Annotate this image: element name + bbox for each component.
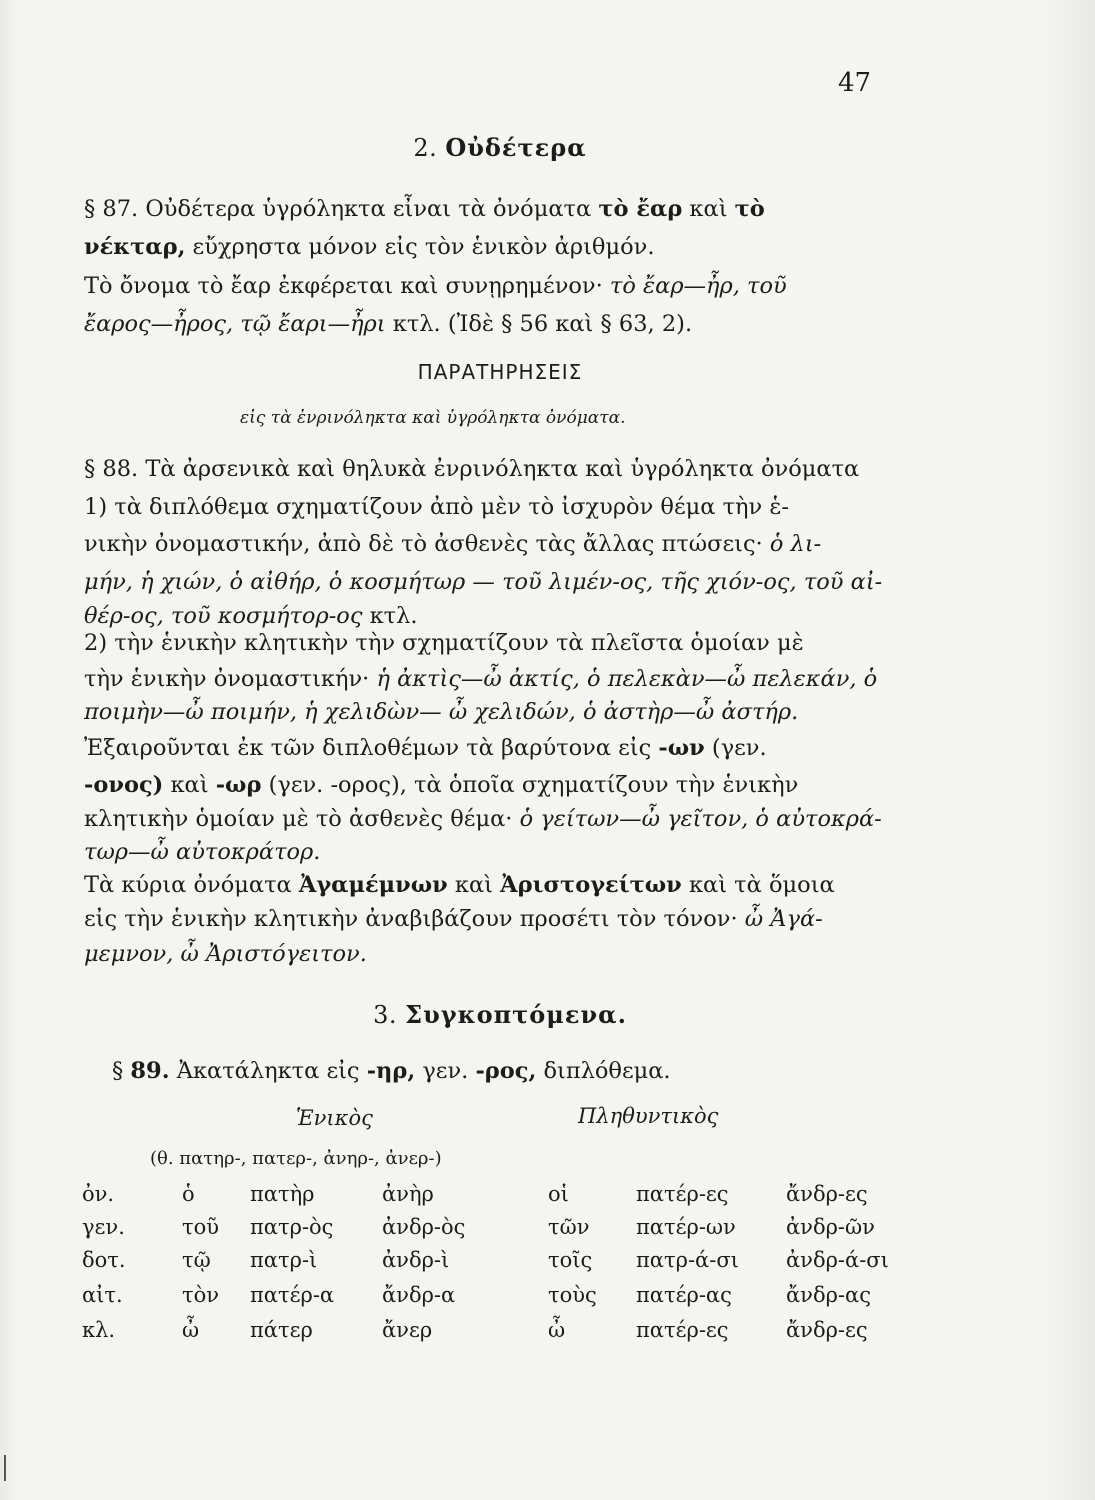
pater-plural: πατέρ-ες [636, 1318, 729, 1342]
singular-header: Ἑνικὸς [296, 1106, 373, 1130]
para-89-number: 89. [130, 1058, 170, 1084]
stems-note: (θ. πατηρ-, πατερ-, ἀνηρ-, ἀνερ-) [150, 1148, 442, 1169]
para-88-line-2: 1) τὰ διπλόθεμα σχηματίζουν ἀπὸ μὲν τὸ ἰσχυρὸν θέμα τὴν ἑ- [84, 494, 790, 520]
term-to-ear: τὸ ἔαρ [598, 196, 683, 222]
para-88-text: κλητικὴν ὁμοίαν μὲ τὸ ἀσθενὲς θέμα· [84, 806, 520, 832]
suffix-er: -ηρ, [366, 1058, 416, 1084]
case-label: ὀν. [82, 1182, 115, 1206]
para-89-text: § [112, 1058, 131, 1084]
article-plural: τοὺς [548, 1283, 597, 1307]
article-plural: ὦ [548, 1318, 566, 1342]
suffix-ros: -ρος, [475, 1058, 537, 1084]
section-3-heading [0, 1000, 1000, 1029]
para-87-example: τὸ ἔαρ—ἦρ, τοῦ [609, 273, 787, 299]
article-singular: τὸν [182, 1283, 220, 1307]
para-88-text: (γεν. [704, 735, 767, 761]
aner-singular: ἄνδρ-α [382, 1283, 456, 1307]
section-2-number: 2. [413, 134, 438, 162]
aner-singular: ἀνὴρ [382, 1182, 434, 1206]
pater-singular: πάτερ [250, 1318, 313, 1342]
remarks-caption: εἰς τὰ ἐνρινόληκτα καὶ ὑγρόληκτα ὀνόματα. [240, 408, 626, 428]
para-88-text: τὴν ἑνικὴν ὀνομαστικήν· [84, 666, 377, 692]
aner-singular: ἄνερ [382, 1318, 433, 1342]
margin-mark [4, 1455, 6, 1481]
pater-plural: πατέρ-ες [636, 1182, 729, 1206]
para-88-line-9 [84, 735, 910, 762]
section-3-number: 3. [373, 1001, 397, 1029]
case-label: αἰτ. [82, 1283, 123, 1307]
para-87-line-4 [84, 311, 910, 338]
pater-plural: πατέρ-ας [636, 1283, 732, 1307]
section-2-title: Οὐδέτερα [445, 133, 587, 162]
para-88-example: ὁ γείτων—ὦ γεῖτον, ὁ αὐτοκρά- [519, 806, 882, 832]
article-plural: τῶν [548, 1215, 590, 1239]
para-87-line-1 [84, 196, 910, 223]
para-88-example: ὁ λι- [769, 531, 822, 557]
para-88-text: Τὰ κύρια ὀνόματα [84, 872, 299, 898]
para-87-text: § 87. Οὐδέτερα ὑγρόληκτα εἶναι τὰ ὀνόματα [84, 196, 599, 222]
para-89-text: γεν. [415, 1058, 476, 1084]
para-89-line [112, 1058, 938, 1085]
plural-header: Πληθυντικὸς [578, 1104, 719, 1128]
case-label: γεν. [82, 1215, 125, 1239]
para-88-line-14 [84, 906, 910, 933]
para-87-text: Τὸ ὄνομα τὸ ἔαρ ἐκφέρεται καὶ συνῃρημένον· [84, 273, 610, 299]
para-88-line-11 [84, 806, 910, 833]
para-88-line-8: ποιμὴν—ὦ ποιμήν, ἡ χελιδὼν— ὦ χελιδών, ὁ ἀστὴρ—ὦ ἀστήρ. [84, 699, 799, 725]
para-87-line-2 [84, 234, 910, 261]
aner-plural: ἀνδρ-ά-σι [786, 1248, 889, 1272]
para-88-text: Ἐξαιροῦνται ἐκ τῶν διπλοθέμων τὰ βαρύτονα εἰς [84, 735, 659, 761]
para-87-example: ἔαρος—ἦρος, τῷ ἔαρι—ἦρι [84, 311, 386, 337]
para-88-line-15: μεμνον, ὦ Ἀριστόγειτον. [84, 941, 367, 967]
pater-plural: πατρ-ά-σι [636, 1248, 739, 1272]
para-88-text: νικὴν ὀνομαστικήν, ἀπὸ δὲ τὸ ἀσθενὲς τὰς ἄλλας πτώσεις· [84, 531, 770, 557]
para-89-text: διπλόθεμα. [536, 1058, 671, 1084]
para-88-text: καὶ [447, 872, 501, 898]
para-88-text: καὶ [163, 772, 216, 798]
pater-singular: πατέρ-α [250, 1283, 335, 1307]
term-to: τὸ [734, 196, 765, 222]
suffix-onos: -ονος) [84, 772, 164, 798]
term-nektar: νέκταρ, [84, 234, 186, 260]
para-88-line-6: 2) τὴν ἑνικὴν κλητικὴν τὴν σχηματίζουν τὰ πλεῖστα ὁμοίαν μὲ [84, 630, 804, 656]
pater-singular: πατὴρ [250, 1182, 315, 1206]
article-singular: ὦ [182, 1318, 200, 1342]
article-plural: τοῖς [548, 1248, 593, 1272]
pater-singular: πατρ-ὸς [250, 1215, 334, 1239]
suffix-or: -ωρ [215, 772, 262, 798]
article-singular: τοῦ [182, 1215, 220, 1239]
para-88-example: θέρ-ος, τοῦ κοσμήτορ-ος [84, 603, 363, 629]
para-88-text: (γεν. -ορος), τὰ ὁποῖα σχηματίζουν τὴν ἑνικὴν [261, 772, 799, 798]
section-2-heading [0, 133, 1000, 162]
section-3-title: Συγκοπτόμενα. [405, 1000, 627, 1029]
para-88-text: κτλ. [362, 603, 418, 629]
name-agamemnon: Ἀγαμέμνων [298, 872, 448, 898]
case-label: κλ. [82, 1318, 116, 1342]
para-88-line-1: § 88. Τὰ ἀρσενικὰ καὶ θηλυκὰ ἐνρινόληκτα καὶ ὑγρόληκτα ὀνόματα [84, 456, 860, 482]
para-88-line-4: μήν, ἡ χιών, ὁ αἰθήρ, ὁ κοσμήτωρ — τοῦ λιμέν-ος, τῆς χιόν-ος, τοῦ αἰ- [84, 569, 883, 595]
aner-singular: ἀνδρ-ὸς [382, 1215, 466, 1239]
page-number: 47 [838, 68, 872, 98]
para-87-text: καὶ [682, 196, 735, 222]
para-88-line-7 [84, 666, 910, 693]
article-singular: ὁ [182, 1182, 195, 1206]
para-88-line-12: τωρ—ὦ αὐτοκράτορ. [84, 839, 321, 865]
aner-singular: ἀνδρ-ὶ [382, 1248, 450, 1272]
para-87-line-3 [84, 273, 910, 300]
para-89-text: Ἀκατάληκτα εἰς [169, 1058, 367, 1084]
para-88-line-5 [84, 603, 910, 630]
para-87-text: κτλ. (Ἰδὲ § 56 καὶ § 63, 2). [385, 311, 693, 337]
para-87-text: εὔχρηστα μόνον εἰς τὸν ἑνικὸν ἀριθμόν. [185, 234, 655, 260]
article-singular: τῷ [182, 1248, 211, 1272]
aner-plural: ἄνδρ-ας [786, 1283, 871, 1307]
aner-plural: ἄνδρ-ες [786, 1318, 868, 1342]
para-88-line-10 [84, 772, 910, 799]
para-88-example: ὦ Ἀγά- [744, 906, 823, 932]
pater-singular: πατρ-ὶ [250, 1248, 318, 1272]
para-88-line-13 [84, 872, 910, 899]
para-88-text: καὶ τὰ ὅμοια [681, 872, 835, 898]
case-label: δοτ. [82, 1248, 126, 1272]
para-88-example: ἡ ἀκτὶς—ὦ ἀκτίς, ὁ πελεκὰν—ὦ πελεκάν, ὁ [376, 666, 878, 692]
para-88-text: εἰς τὴν ἑνικὴν κλητικὴν ἀναβιβάζουν προσέτι τὸν τόνον· [84, 906, 745, 932]
aner-plural: ἀνδρ-ῶν [786, 1215, 875, 1239]
para-88-line-3 [84, 531, 910, 558]
aner-plural: ἄνδρ-ες [786, 1182, 868, 1206]
name-aristogeiton: Ἀριστογείτων [500, 872, 682, 898]
remarks-heading: ΠΑΡΑΤΗΡΗΣΕΙΣ [417, 360, 583, 384]
suffix-on: -ων [658, 735, 705, 761]
pater-plural: πατέρ-ων [636, 1215, 736, 1239]
article-plural: οἱ [548, 1182, 569, 1206]
